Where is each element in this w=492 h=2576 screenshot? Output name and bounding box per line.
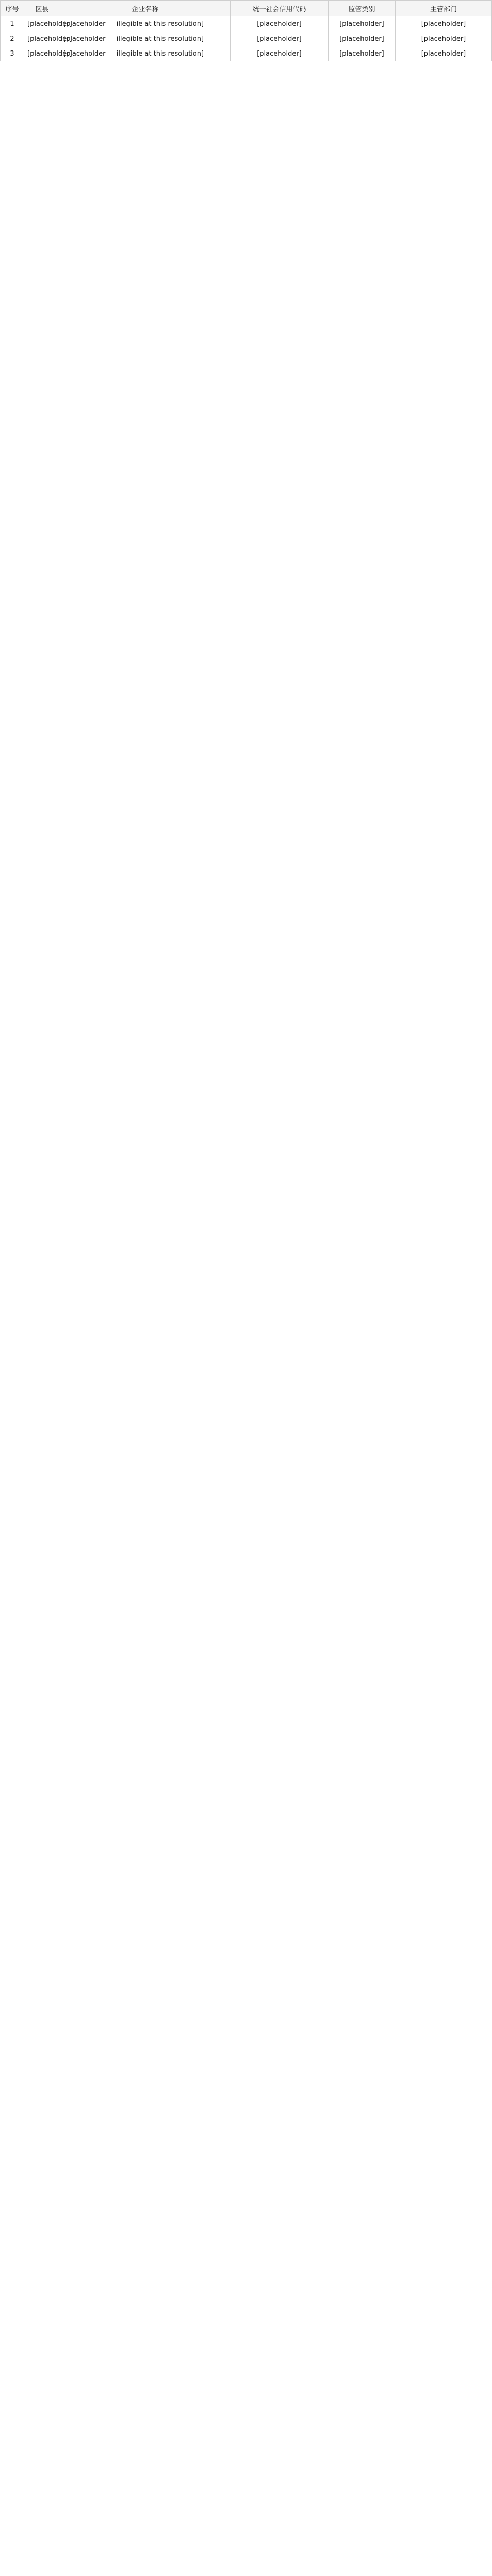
cell-company: [placeholder — illegible at this resolution] [60, 16, 231, 31]
table-row [1, 16, 492, 31]
column-header-area: 区县 [24, 1, 60, 16]
document-page [0, 0, 491, 61]
cell-area: [placeholder] [24, 31, 60, 46]
cell-credit-code: [placeholder] [231, 31, 329, 46]
cell-department: [placeholder] [396, 16, 492, 31]
table-row [1, 31, 492, 46]
table-body [1, 16, 492, 61]
cell-area: [placeholder] [24, 46, 60, 61]
column-header-company: 企业名称 [60, 1, 231, 16]
cell-index: 1 [1, 16, 24, 31]
enterprise-table [0, 0, 492, 61]
column-header-department: 主管部门 [396, 1, 492, 16]
table-header-row [1, 1, 492, 16]
cell-index: 3 [1, 46, 24, 61]
cell-credit-code: [placeholder] [231, 16, 329, 31]
cell-department: [placeholder] [396, 31, 492, 46]
table-row [1, 46, 492, 61]
cell-type: [placeholder] [329, 46, 396, 61]
cell-index: 2 [1, 31, 24, 46]
column-header-credit-code: 统一社会信用代码 [231, 1, 329, 16]
column-header-type: 监管类别 [329, 1, 396, 16]
cell-type: [placeholder] [329, 31, 396, 46]
cell-area: [placeholder] [24, 16, 60, 31]
cell-type: [placeholder] [329, 16, 396, 31]
column-header-index: 序号 [1, 1, 24, 16]
cell-credit-code: [placeholder] [231, 46, 329, 61]
cell-company: [placeholder — illegible at this resolution] [60, 46, 231, 61]
cell-department: [placeholder] [396, 46, 492, 61]
cell-company: [placeholder — illegible at this resolution] [60, 31, 231, 46]
